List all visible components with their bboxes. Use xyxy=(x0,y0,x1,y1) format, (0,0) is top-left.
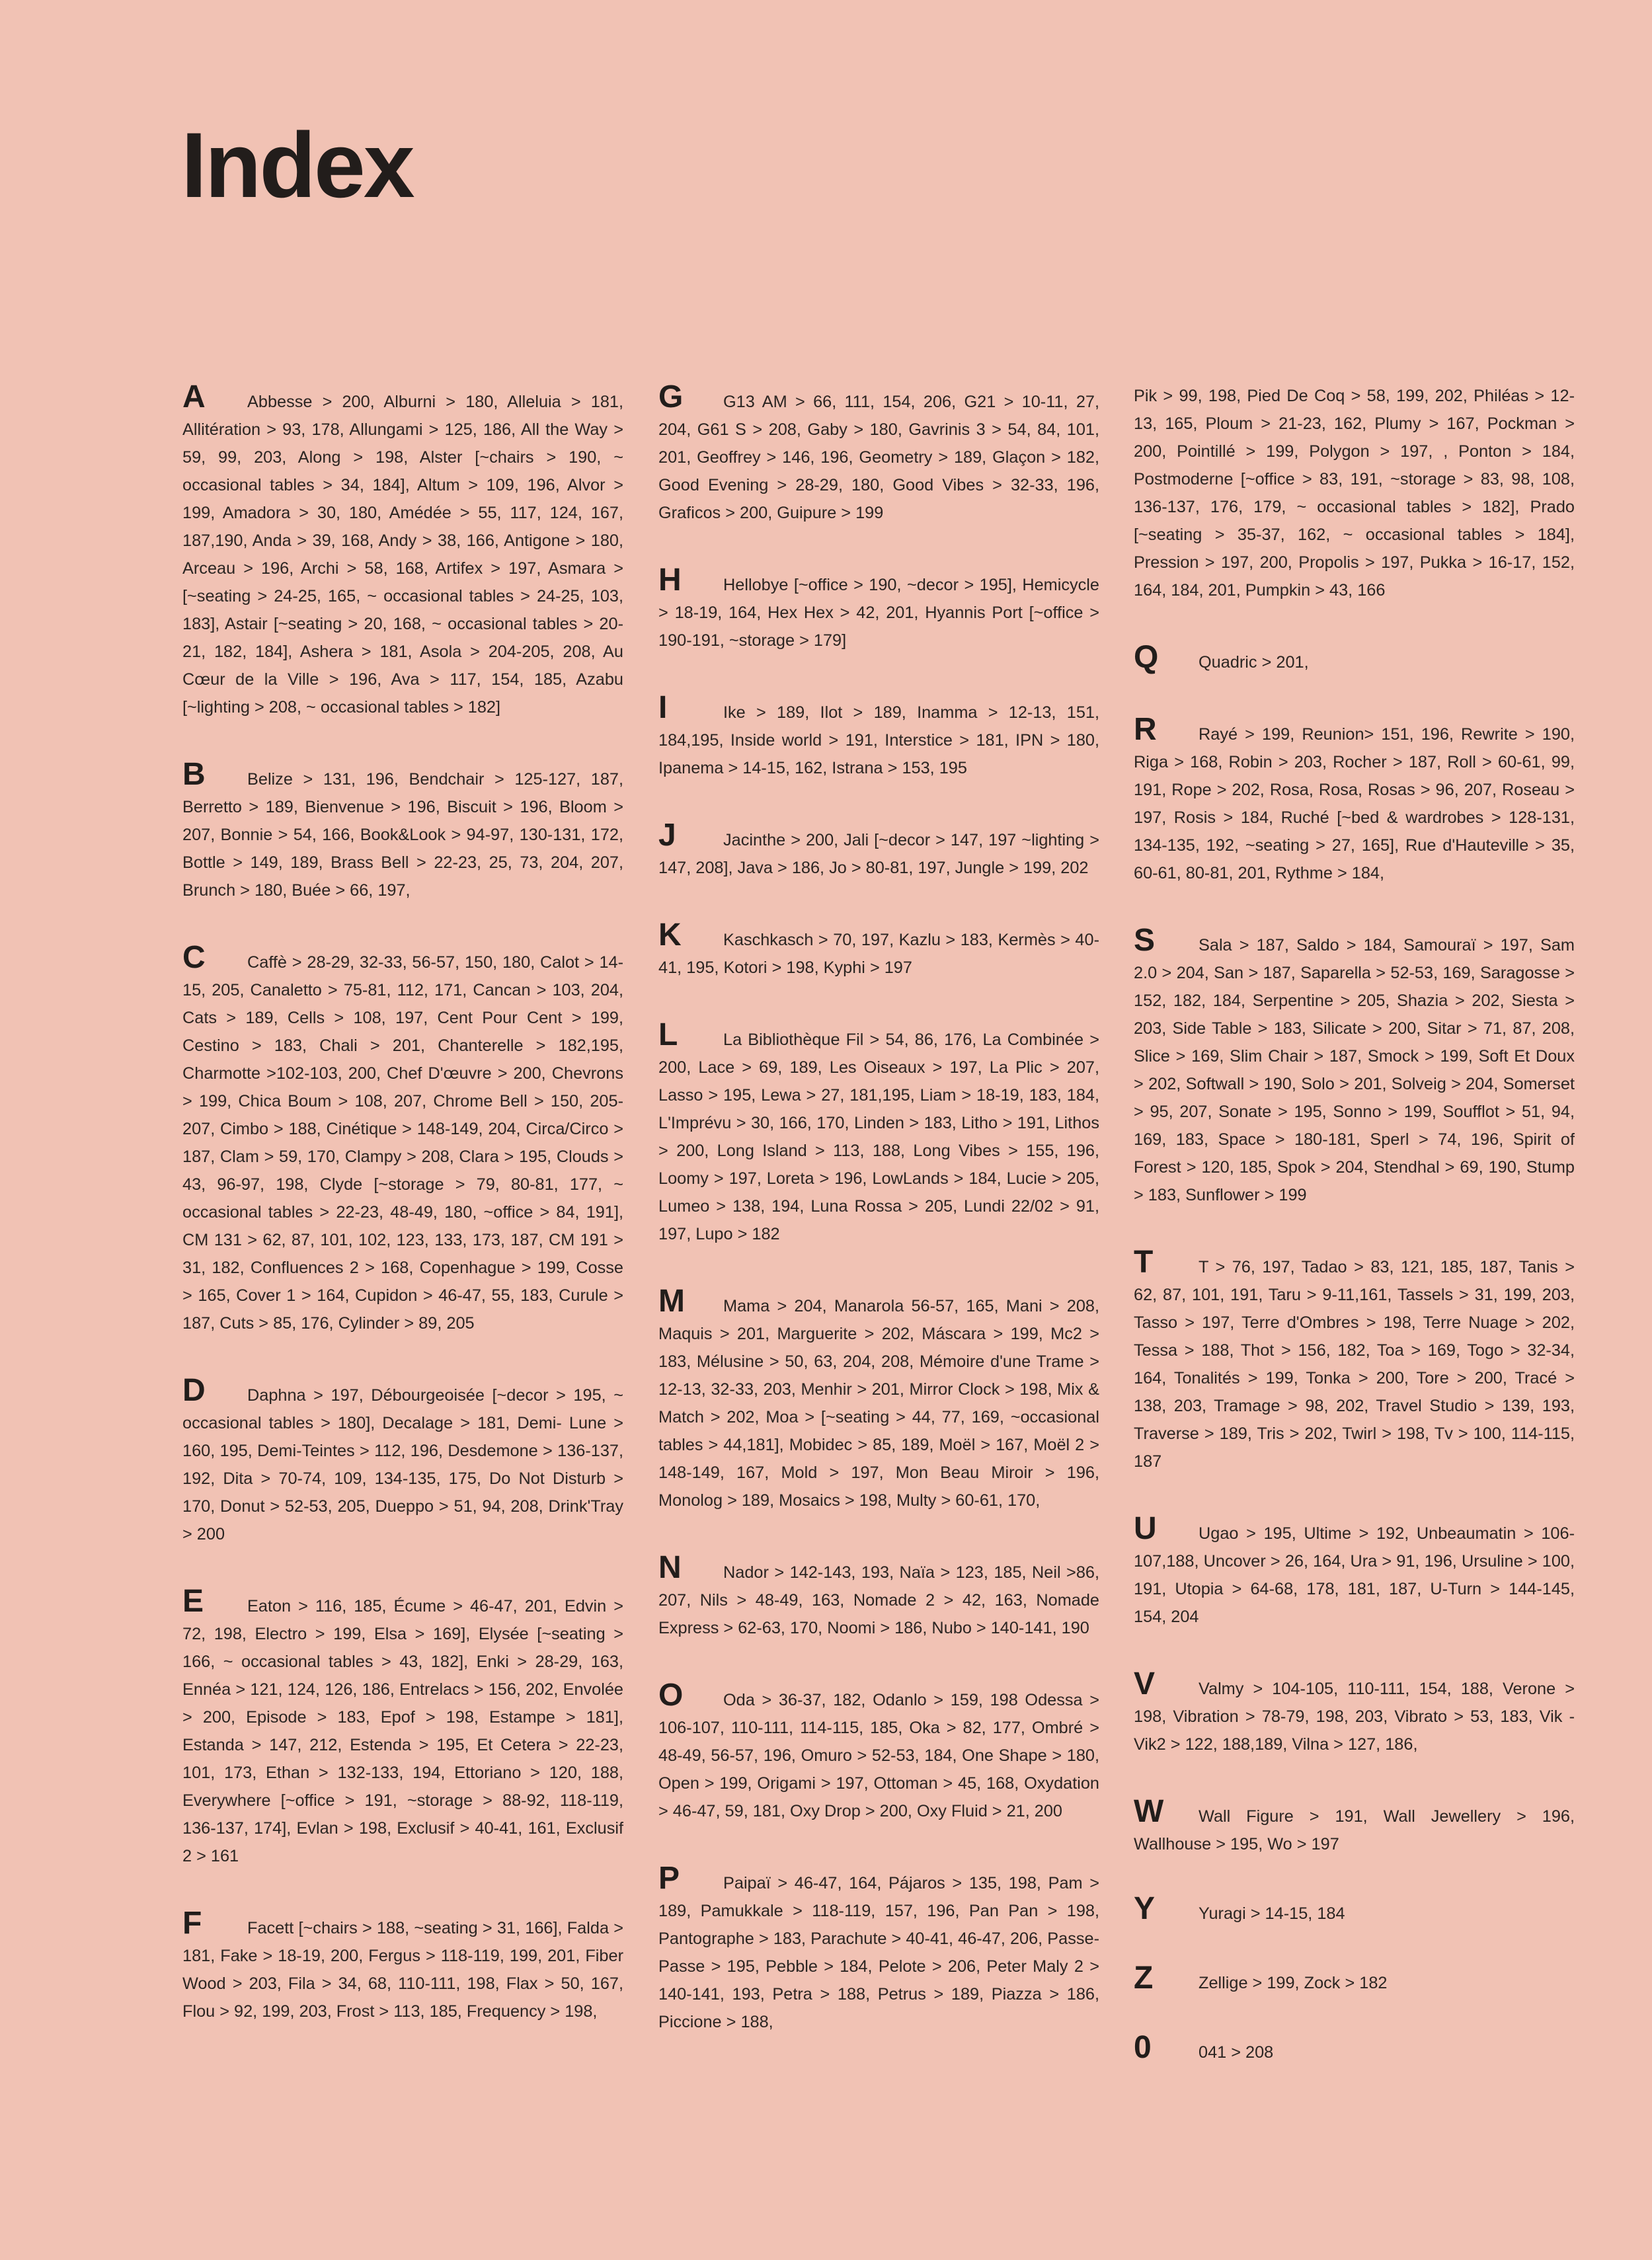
index-entry-n xyxy=(658,1550,1099,1642)
section-letter: M xyxy=(658,1284,685,1319)
index-entry-z xyxy=(1134,1961,1575,1997)
page-title: Index xyxy=(181,113,413,217)
entry-text: Belize > 131, 196, Bendchair > 125-127, 187, Berretto > 189, Bienvenue > 196, Biscuit > 196, Bloom > 207, Bonnie > 54, 166, Book&Look > 94-97, 130-131, 172, Bottle > 149, 189, Brass Bell > 22-23, 25, 73, 204, 207, Brunch > 180, Buée > 66, 197, xyxy=(182,770,623,900)
entry-text: Facett [~chairs > 188, ~seating > 31, 166], Falda > 181, Fake > 18-19, 200, Fergus > 118-119, 199, 201, Fiber Wood > 203, Fila > 34, 68, 110-111, 198, Flax > 50, 167, Flou > 92, 199, 203, Frost > 113, 185, Frequency > 198, xyxy=(182,1919,623,2021)
section-letter: J xyxy=(658,818,676,853)
section-letter: E xyxy=(182,1584,204,1619)
section-letter: A xyxy=(182,379,206,414)
index-entry-g xyxy=(658,379,1099,527)
index-entry-m xyxy=(658,1284,1099,1514)
index-column-2 xyxy=(658,379,1099,2080)
entry-text: Caffè > 28-29, 32-33, 56-57, 150, 180, Calot > 14-15, 205, Canaletto > 75-81, 112, 171, Cancan > 103, 204, Cats > 189, Cells > 108, 197, Cent Pour Cent > 199, Cestino > 183, Chali > 201, Chanterelle > 182,195, Charmotte >102-103, 200, Chef D'œuvre > 200, Chevrons > 199, Chica Boum > 108, 207, Chrome Bell > 150, 205-207, Cimbo > 188, Cinétique > 148-149, 204, Circa/Circo > 187, Clam > 59, 170, Clampy > 208, Clara > 195, Clouds > 43, 96-97, 198, Clyde [~storage > 79, 80-81, 177, ~ occasional tables > 22-23, 48-49, 180, ~office > 84, 191], CM 131 > 62, 87, 101, 102, 123, 133, 173, 187, CM 191 > 31, 182, Confluences 2 > 168, Copenhague > 199, Cosse > 165, Cover 1 > 164, Cupidon > 46-47, 55, 183, Curule > 187, Cuts > 85, 176, Cylinder > 89, 205 xyxy=(182,953,623,1333)
entry-text: Abbesse > 200, Alburni > 180, Alleluia > 181, Allitération > 93, 178, Allungami > 125, 186, All the Way > 59, 99, 203, Along > 198, Alster [~chairs > 190, ~ occasional tables > 34, 184], Altum > 109, 196, Alvor > 199, Amadora > 30, 180, Amédée > 55, 117, 124, 167, 187,190, Anda > 39, 168, Andy > 38, 166, Antigone > 180, Arceau > 196, Archi > 58, 168, Artifex > 197, Asmara > [~seating > 24-25, 165, ~ occasional tables > 24-25, 103, 183], Astair [~seating > 20, 168, ~ occasional tables > 20-21, 182, 184], Ashera > 181, Asola > 204-205, 208, Au Cœur de la Ville > 196, Ava > 117, 154, 185, Azabu [~lighting > 208, ~ occasional tables > 182] xyxy=(182,393,623,717)
entry-text: Paipaï > 46-47, 164, Pájaros > 135, 198, Pam > 189, Pamukkale > 118-119, 157, 196, Pan Pan > 198, Pantographe > 183, Parachute > 40-41, 46-47, 206, Passe-Passe > 195, Pebble > 184, Pelote > 206, Peter Maly 2 > 140-141, 193, Petra > 188, Petrus > 189, Piazza > 186, Piccione > 188, xyxy=(658,1874,1099,2031)
section-letter: H xyxy=(658,563,682,598)
section-letter: D xyxy=(182,1373,206,1408)
entry-text: Rayé > 199, Reunion> 151, 196, Rewrite > 190, Riga > 168, Robin > 203, Rocher > 187, Roll > 60-61, 99, 191, Rope > 202, Rosa, Rosa, Rosas > 96, 207, Roseau > 197, Rosis > 184, Ruché [~bed & wardrobes > 128-131, 134-135, 192, ~seating > 27, 165], Rue d'Hauteville > 35, 60-61, 80-81, 201, Rythme > 184, xyxy=(1134,725,1575,882)
entry-text: Nador > 142-143, 193, Naïa > 123, 185, Neil >86, 207, Nils > 48-49, 163, Nomade 2 > 42, 163, Nomade Express > 62-63, 170, Noomi > 186, Nubo > 140-141, 190 xyxy=(658,1563,1099,1637)
entry-text: Zellige > 199, Zock > 182 xyxy=(1199,1974,1388,1992)
index-entry-o xyxy=(658,1678,1099,1825)
index-entry-f xyxy=(182,1906,623,2025)
section-letter: O xyxy=(658,1678,684,1713)
section-letter: Q xyxy=(1134,640,1159,675)
entry-text: Sala > 187, Saldo > 184, Samouraï > 197, Sam 2.0 > 204, San > 187, Saparella > 52-53, 169, Saragosse > 152, 182, 184, Serpentine > 205, Shazia > 202, Siesta > 203, Side Table > 183, Silicate > 200, Sitar > 71, 87, 208, Slice > 169, Slim Chair > 187, Smock > 199, Soft Et Doux > 202, Softwall > 190, Solo > 201, Solveig > 204, Somerset > 95, 207, Sonate > 195, Sonno > 199, Soufflot > 51, 94, 169, 183, Space > 180-181, Sperl > 74, 196, Spirit of Forest > 120, 185, Spok > 204, Stendhal > 69, 190, Stump > 183, Sunflower > 199 xyxy=(1134,936,1575,1204)
entry-text: Mama > 204, Manarola 56-57, 165, Mani > 208, Maquis > 201, Marguerite > 202, Máscara > 199, Mc2 > 183, Mélusine > 50, 63, 204, 208, Mémoire d'une Trame > 12-13, 32-33, 203, Menhir > 201, Mirror Clock > 198, Mix & Match > 202, Moa > [~seating > 44, 77, 169, ~occasional tables > 44,181], Mobidec > 85, 189, Moël > 167, Moël 2 > 148-149, 167, Mold > 197, Mon Beau Miroir > 196, Monolog > 189, Mosaics > 198, Multy > 60-61, 170, xyxy=(658,1297,1099,1510)
section-letter: T xyxy=(1134,1245,1154,1280)
entry-text: La Bibliothèque Fil > 54, 86, 176, La Combinée > 200, Lace > 69, 189, Les Oiseaux > 197, La Plic > 207, Lasso > 195, Lewa > 27, 181,195, Liam > 18-19, 183, 184, L'Imprévu > 30, 166, 170, Linden > 183, Litho > 191, Lithos > 200, Long Island > 113, 188, Long Vibes > 155, 196, Loomy > 197, Loreta > 196, LowLands > 184, Lucie > 205, Lumeo > 138, 194, Luna Rossa > 205, Lundi 22/02 > 91, 197, Lupo > 182 xyxy=(658,1031,1099,1243)
entry-text: Daphna > 197, Débourgeoisée [~decor > 195, ~ occasional tables > 180], Decalage > 181, Demi- Lune > 160, 195, Demi-Teintes > 112, 196, Desdemone > 136-137, 192, Dita > 70-74, 109, 134-135, 175, Do Not Disturb > 170, Donut > 52-53, 205, Dueppo > 51, 94, 208, Drink'Tray > 200 xyxy=(182,1386,623,1543)
section-letter: I xyxy=(658,690,668,725)
index-entry-t xyxy=(1134,1245,1575,1475)
index-entry-v xyxy=(1134,1666,1575,1758)
index-entry-r xyxy=(1134,712,1575,887)
entry-text: Oda > 36-37, 182, Odanlo > 159, 198 Odessa > 106-107, 110-111, 114-115, 185, Oka > 82, 177, Ombré > 48-49, 56-57, 196, Omuro > 52-53, 184, One Shape > 180, Open > 199, Origami > 197, Ottoman > 45, 168, Oxydation > 46-47, 59, 181, Oxy Drop > 200, Oxy Fluid > 21, 200 xyxy=(658,1691,1099,1820)
index-entry-i xyxy=(658,690,1099,782)
section-letter: P xyxy=(658,1861,680,1896)
entry-text: Yuragi > 14-15, 184 xyxy=(1199,1904,1345,1923)
section-letter: B xyxy=(182,757,206,792)
index-entry-p-continued xyxy=(1134,382,1575,604)
index-entry-u xyxy=(1134,1511,1575,1631)
index-entry-j xyxy=(658,818,1099,882)
entry-text: T > 76, 197, Tadao > 83, 121, 185, 187, Tanis > 62, 87, 101, 191, Taru > 9-11,161, Tassels > 31, 199, 203, Tasso > 197, Terre d'Ombres > 198, Terre Nuage > 202, Tessa > 188, Thot > 156, 182, Toa > 169, Togo > 32-34, 164, Tonalités > 199, Tonka > 200, Tore > 200, Tracé > 138, 203, Tramage > 98, 202, Travel Studio > 139, 193, Traverse > 189, Tris > 202, Twirl > 198, Tv > 100, 114-115, 187 xyxy=(1134,1258,1575,1471)
index-entry-k xyxy=(658,917,1099,982)
section-letter: Z xyxy=(1134,1961,1154,1996)
index-entry-0 xyxy=(1134,2030,1575,2066)
entry-text: Valmy > 104-105, 110-111, 154, 188, Verone > 198, Vibration > 78-79, 198, 203, Vibrato > 53, 183, Vik - Vik2 > 122, 188,189, Vilna > 127, 186, xyxy=(1134,1680,1575,1754)
section-letter: Y xyxy=(1134,1891,1156,1926)
section-letter: S xyxy=(1134,923,1156,958)
index-entry-c xyxy=(182,940,623,1337)
section-letter: R xyxy=(1134,712,1157,747)
index-entry-y xyxy=(1134,1891,1575,1928)
section-letter: K xyxy=(658,917,682,953)
index-entry-a xyxy=(182,379,623,721)
entry-text: Quadric > 201, xyxy=(1199,653,1309,672)
index-entry-p xyxy=(658,1861,1099,2036)
entry-text: Jacinthe > 200, Jali [~decor > 147, 197 ~lighting > 147, 208], Java > 186, Jo > 80-81, 197, Jungle > 199, 202 xyxy=(658,831,1099,877)
entry-text: Pik > 99, 198, Pied De Coq > 58, 199, 202, Philéas > 12-13, 165, Ploum > 21-23, 162, Plumy > 167, Pockman > 200, Pointillé > 199, Polygon > 197, , Ponton > 184, Postmoderne [~office > 83, 191, ~storage > 83, 98, 108, 136-137, 176, 179, ~ occasional tables > 182], Prado [~seating > 35-37, 162, ~ occasional tables > 184], Pression > 197, 200, Propolis > 197, Pukka > 16-17, 152, 164, 184, 201, Pumpkin > 43, 166 xyxy=(1134,387,1575,600)
section-letter: U xyxy=(1134,1511,1157,1546)
index-column-3 xyxy=(1134,387,1575,2110)
entry-text: Wall Figure > 191, Wall Jewellery > 196, Wallhouse > 195, Wo > 197 xyxy=(1134,1807,1575,1853)
section-letter: W xyxy=(1134,1794,1164,1829)
index-entry-d xyxy=(182,1373,623,1548)
index-entry-w xyxy=(1134,1794,1575,1858)
entry-text: Ike > 189, Ilot > 189, Inamma > 12-13, 151, 184,195, Inside world > 191, Interstice > 181, IPN > 180, Ipanema > 14-15, 162, Istrana > 153, 195 xyxy=(658,703,1099,777)
entry-text: Eaton > 116, 185, Écume > 46-47, 201, Edvin > 72, 198, Electro > 199, Elsa > 169], Elysée [~seating > 166, ~ occasional tables > 43, 182], Enki > 28-29, 163, Ennéa > 121, 124, 126, 186, Entrelacs > 156, 202, Envolée > 200, Episode > 183, Epof > 198, Estampe > 181], Estanda > 147, 212, Estenda > 195, Et Cetera > 22-23, 101, 173, Ethan > 132-133, 194, Ettoriano > 120, 188, Everywhere [~office > 191, ~storage > 88-92, 118-119, 136-137, 174], Evlan > 198, Exclusif > 40-41, 161, Exclusif 2 > 161 xyxy=(182,1597,623,1865)
section-letter: N xyxy=(658,1550,682,1585)
index-entry-l xyxy=(658,1017,1099,1248)
index-entry-e xyxy=(182,1584,623,1870)
index-entry-q xyxy=(1134,640,1575,676)
index-entry-b xyxy=(182,757,623,904)
index-entry-h xyxy=(658,563,1099,654)
entry-text: Ugao > 195, Ultime > 192, Unbeaumatin > 106-107,188, Uncover > 26, 164, Ura > 91, 196, Ursuline > 100, 191, Utopia > 64-68, 178, 181, 187, U-Turn > 144-145, 154, 204 xyxy=(1134,1524,1575,1626)
entry-text: Kaschkasch > 70, 197, Kazlu > 183, Kermès > 40-41, 195, Kotori > 198, Kyphi > 197 xyxy=(658,931,1099,977)
entry-text: G13 AM > 66, 111, 154, 206, G21 > 10-11, 27, 204, G61 S > 208, Gaby > 180, Gavrinis 3 > 54, 84, 101, 201, Geoffrey > 146, 196, Geometry > 189, Glaçon > 182, Good Evening > 28-29, 180, Good Vibes > 32-33, 196, Graficos > 200, Guipure > 199 xyxy=(658,393,1099,522)
entry-text: 041 > 208 xyxy=(1199,2043,1274,2062)
index-column-1 xyxy=(182,379,623,2069)
section-letter: G xyxy=(658,379,684,414)
entry-text: Hellobye [~office > 190, ~decor > 195], Hemicycle > 18-19, 164, Hex Hex > 42, 201, Hyannis Port [~office > 190-191, ~storage > 179] xyxy=(658,576,1099,650)
section-letter: L xyxy=(658,1017,678,1052)
section-letter: 0 xyxy=(1134,2030,1152,2065)
index-entry-s xyxy=(1134,923,1575,1209)
section-letter: C xyxy=(182,940,206,975)
section-letter: F xyxy=(182,1906,202,1941)
section-letter: V xyxy=(1134,1666,1156,1701)
